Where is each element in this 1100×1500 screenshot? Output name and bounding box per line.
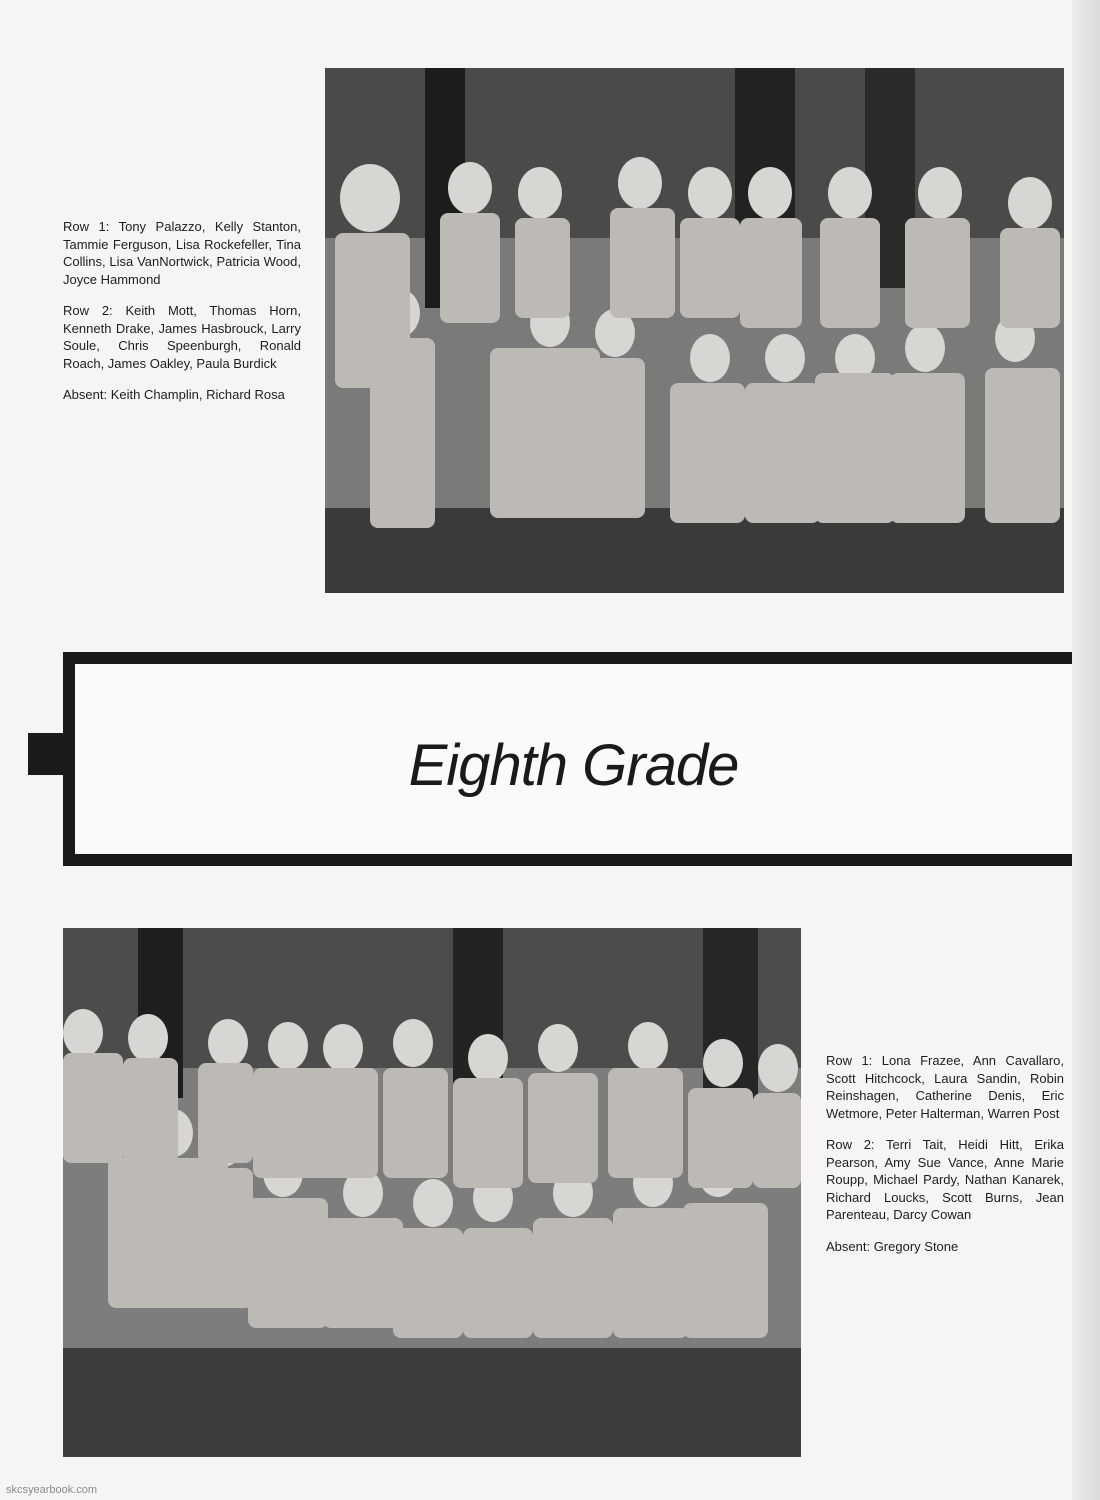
top-caption-row1: Row 1: Tony Palazzo, Kelly Stanton, Tammie Ferguson, Lisa Rockefeller, Tina Collins, Lisa VanNortwick, Patricia Wood, Joyce Hammond [63,219,301,287]
bottom-caption-row1: Row 1: Lona Frazee, Ann Cavallaro, Scott Hitchcock, Laura Sandin, Robin Reinshagen, Catherine Denis, Eric Wetmore, Peter Halterman, Warren Post [826,1053,1064,1121]
section-banner [63,652,1072,866]
page-edge [1072,0,1100,1500]
top-caption-absent: Absent: Keith Champlin, Richard Rosa [63,387,285,402]
bottom-caption-absent: Absent: Gregory Stone [826,1238,959,1254]
top-class-photo [325,68,1064,593]
top-caption-row2: Row 2: Keith Mott, Thomas Horn, Kenneth Drake, James Hasbrouck, Larry Soule, Chris Speenburgh, Ronald Roach, James Oakley, Paula Burdick [63,303,301,371]
page-title: Eighth Grade [408,733,739,798]
bottom-caption-row2: Row 2: Terri Tait, Heidi Hitt, Erika Pearson, Amy Sue Vance, Anne Marie Roupp, Michael Pardy, Nathan Kanarek, Richard Loucks, Scott Burns, Jean Parenteau, Darcy Cowan [826,1137,1064,1222]
top-photo-caption [63,218,301,418]
banner-tab [28,733,68,775]
bottom-class-photo [63,928,801,1457]
bottom-photo-caption [826,1052,1064,1269]
watermark: skcsyearbook.com [6,1484,98,1496]
